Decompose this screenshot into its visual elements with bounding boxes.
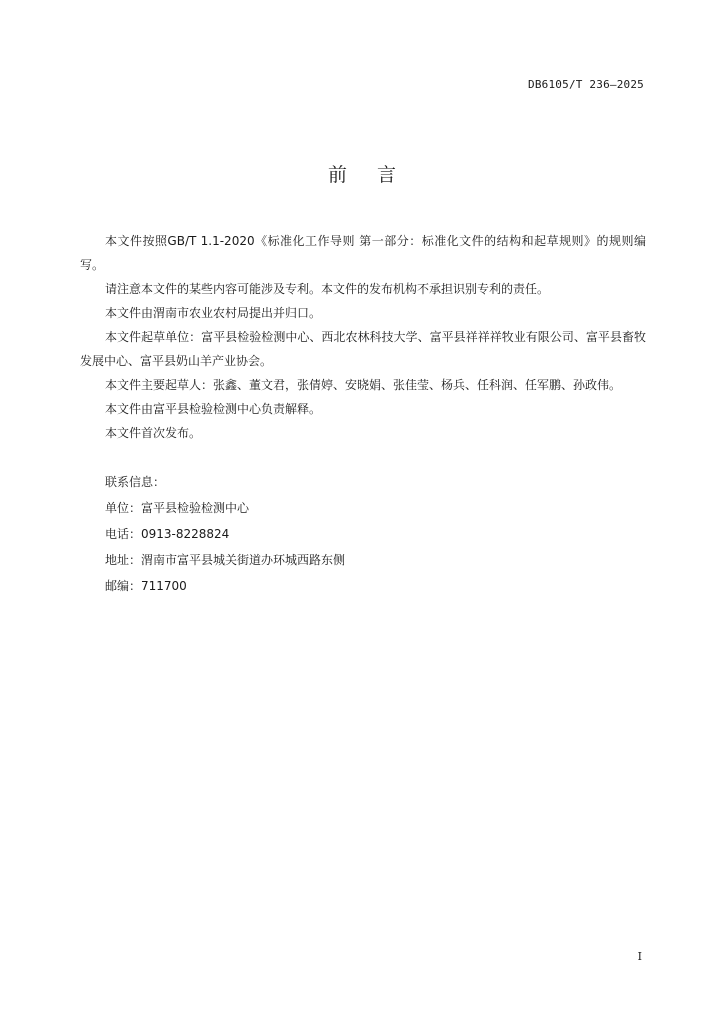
paragraph-drafters: 本文件主要起草人：张鑫、董文君，张倩婷、安晓娟、张佳莹、杨兵、任科润、任军鹏、孙政伟。: [105, 378, 622, 392]
paragraph-first-release: 本文件首次发布。: [105, 426, 202, 440]
paragraph-interpretation: 本文件由富平县检验检测中心负责解释。: [105, 402, 322, 416]
page-title: 前言: [327, 164, 426, 186]
contact-block: [80, 469, 646, 599]
paragraph-proposer: 本文件由渭南市农业农村局提出并归口。: [105, 306, 322, 320]
paragraph-drafting-units: 本文件起草单位：富平县检验检测中心、西北农林科技大学、富平县祥祥祥牧业有限公司、富平县畜牧发展中心、富平县奶山羊产业协会。: [80, 330, 646, 368]
contact-postcode: 邮编：711700: [105, 579, 187, 593]
section-spacer: [80, 445, 646, 469]
paragraph-drafting-rules: 本文件按照GB/T 1.1-2020《标准化工作导则 第一部分：标准化文件的结构和起草规则》的规则编写。: [80, 234, 646, 272]
contact-unit: 单位：富平县检验检测中心: [105, 501, 250, 515]
document-body: [80, 229, 646, 599]
page-number: I: [637, 950, 642, 963]
document-code: DB6105/T 236—2025: [528, 78, 644, 91]
paragraph-patent-notice: 请注意本文件的某些内容可能涉及专利。本文件的发布机构不承担识别专利的责任。: [105, 282, 550, 296]
contact-address: 地址：渭南市富平县城关街道办环城西路东侧: [105, 553, 346, 567]
contact-heading: 联系信息：: [105, 475, 166, 489]
contact-phone: 电话：0913-8228824: [105, 527, 230, 541]
